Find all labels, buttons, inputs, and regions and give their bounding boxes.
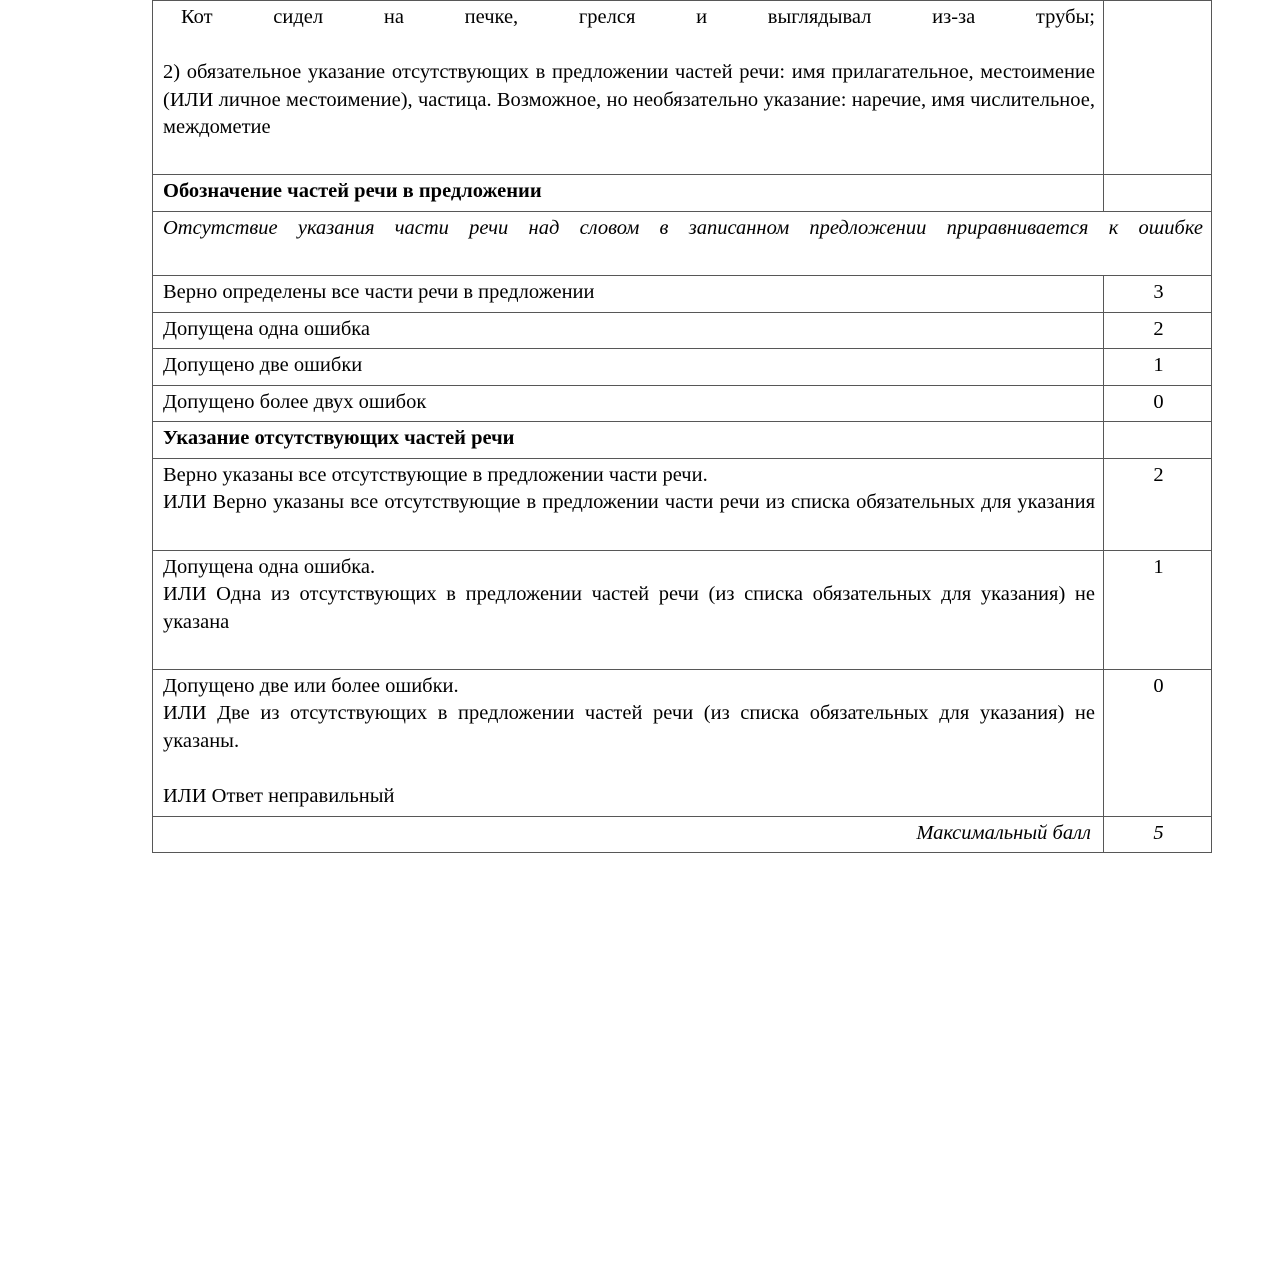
table-row (153, 1, 1212, 175)
criteria-cell-missing-all-correct (153, 458, 1104, 550)
criteria-line: Верно указаны все отсутствующие в предложении части речи. (163, 463, 708, 486)
criteria-line: Допущена одна ошибка. (163, 555, 376, 578)
criteria-cell-missing-two-errors (153, 669, 1104, 816)
table-row (153, 175, 1212, 212)
criteria-line: Допущено две или более ошибки. (163, 674, 459, 697)
criteria-line: Максимальный балл (916, 821, 1091, 844)
criteria-line: Допущено более двух ошибок (163, 390, 427, 413)
table-row (153, 816, 1212, 853)
criteria-cell-all-correct (153, 276, 1104, 313)
criteria-line: Отсутствие указания части речи над словом в записанном предложении приравнивается к ошибке (163, 216, 1203, 239)
criteria-line: Кот сидел на печке, грелся и выглядывал из-за трубы; (181, 6, 1095, 28)
score-cell: 2 (1104, 458, 1212, 550)
criteria-line: ИЛИ Ответ неправильный (163, 785, 395, 808)
criteria-line: 2) обязательное указание отсутствующих в предложении частей речи: имя прилагательное, местоимение (ИЛИ личное местоимение), частица. Возможное, но необязательно указание: наречие, имя числительное, междометие (163, 61, 1095, 139)
criteria-line: ИЛИ Две из отсутствующих в предложении частей речи (из списка обязательных для указания) не указаны. (163, 702, 1095, 752)
note-missing-marking (153, 211, 1212, 275)
score-cell (1104, 422, 1212, 459)
score-cell: 0 (1104, 669, 1212, 816)
table-row (153, 458, 1212, 550)
criteria-line: ИЛИ Одна из отсутствующих в предложении частей речи (из списка обязательных для указания) не указана (163, 583, 1095, 633)
criteria-line: Верно определены все части речи в предложении (163, 281, 595, 304)
table-row (153, 550, 1212, 669)
table-row (153, 422, 1212, 459)
section-heading-missing-parts (153, 422, 1104, 459)
criteria-cell-more-than-two-errors (153, 385, 1104, 422)
criteria-line: Допущено две ошибки (163, 354, 363, 377)
section-heading-parts-of-speech (153, 175, 1104, 212)
table-row (153, 312, 1212, 349)
score-cell: 0 (1104, 385, 1212, 422)
score-cell: 1 (1104, 349, 1212, 386)
table-row (153, 276, 1212, 313)
score-cell: 3 (1104, 276, 1212, 313)
score-cell: 1 (1104, 550, 1212, 669)
criteria-cell-two-errors (153, 349, 1104, 386)
criteria-table-body (153, 1, 1212, 853)
criteria-cell-missing-one-error (153, 550, 1104, 669)
criteria-table (152, 0, 1212, 853)
criteria-cell-intro-continuation (153, 1, 1104, 175)
table-row (153, 385, 1212, 422)
criteria-line: Обозначение частей речи в предложении (163, 180, 542, 203)
table-row (153, 669, 1212, 816)
criteria-line: Указание отсутствующих частей речи (163, 427, 515, 450)
criteria-cell-one-error (153, 312, 1104, 349)
table-row (153, 349, 1212, 386)
criteria-line: Допущена одна ошибка (163, 317, 371, 340)
criteria-line: ИЛИ Верно указаны все отсутствующие в предложении части речи из списка обязательных для указания (163, 491, 1095, 514)
score-cell (1104, 175, 1212, 212)
maximum-score-value: 5 (1104, 816, 1212, 853)
score-cell (1104, 1, 1212, 175)
table-row (153, 211, 1212, 275)
maximum-score-label (153, 816, 1104, 853)
score-cell: 2 (1104, 312, 1212, 349)
